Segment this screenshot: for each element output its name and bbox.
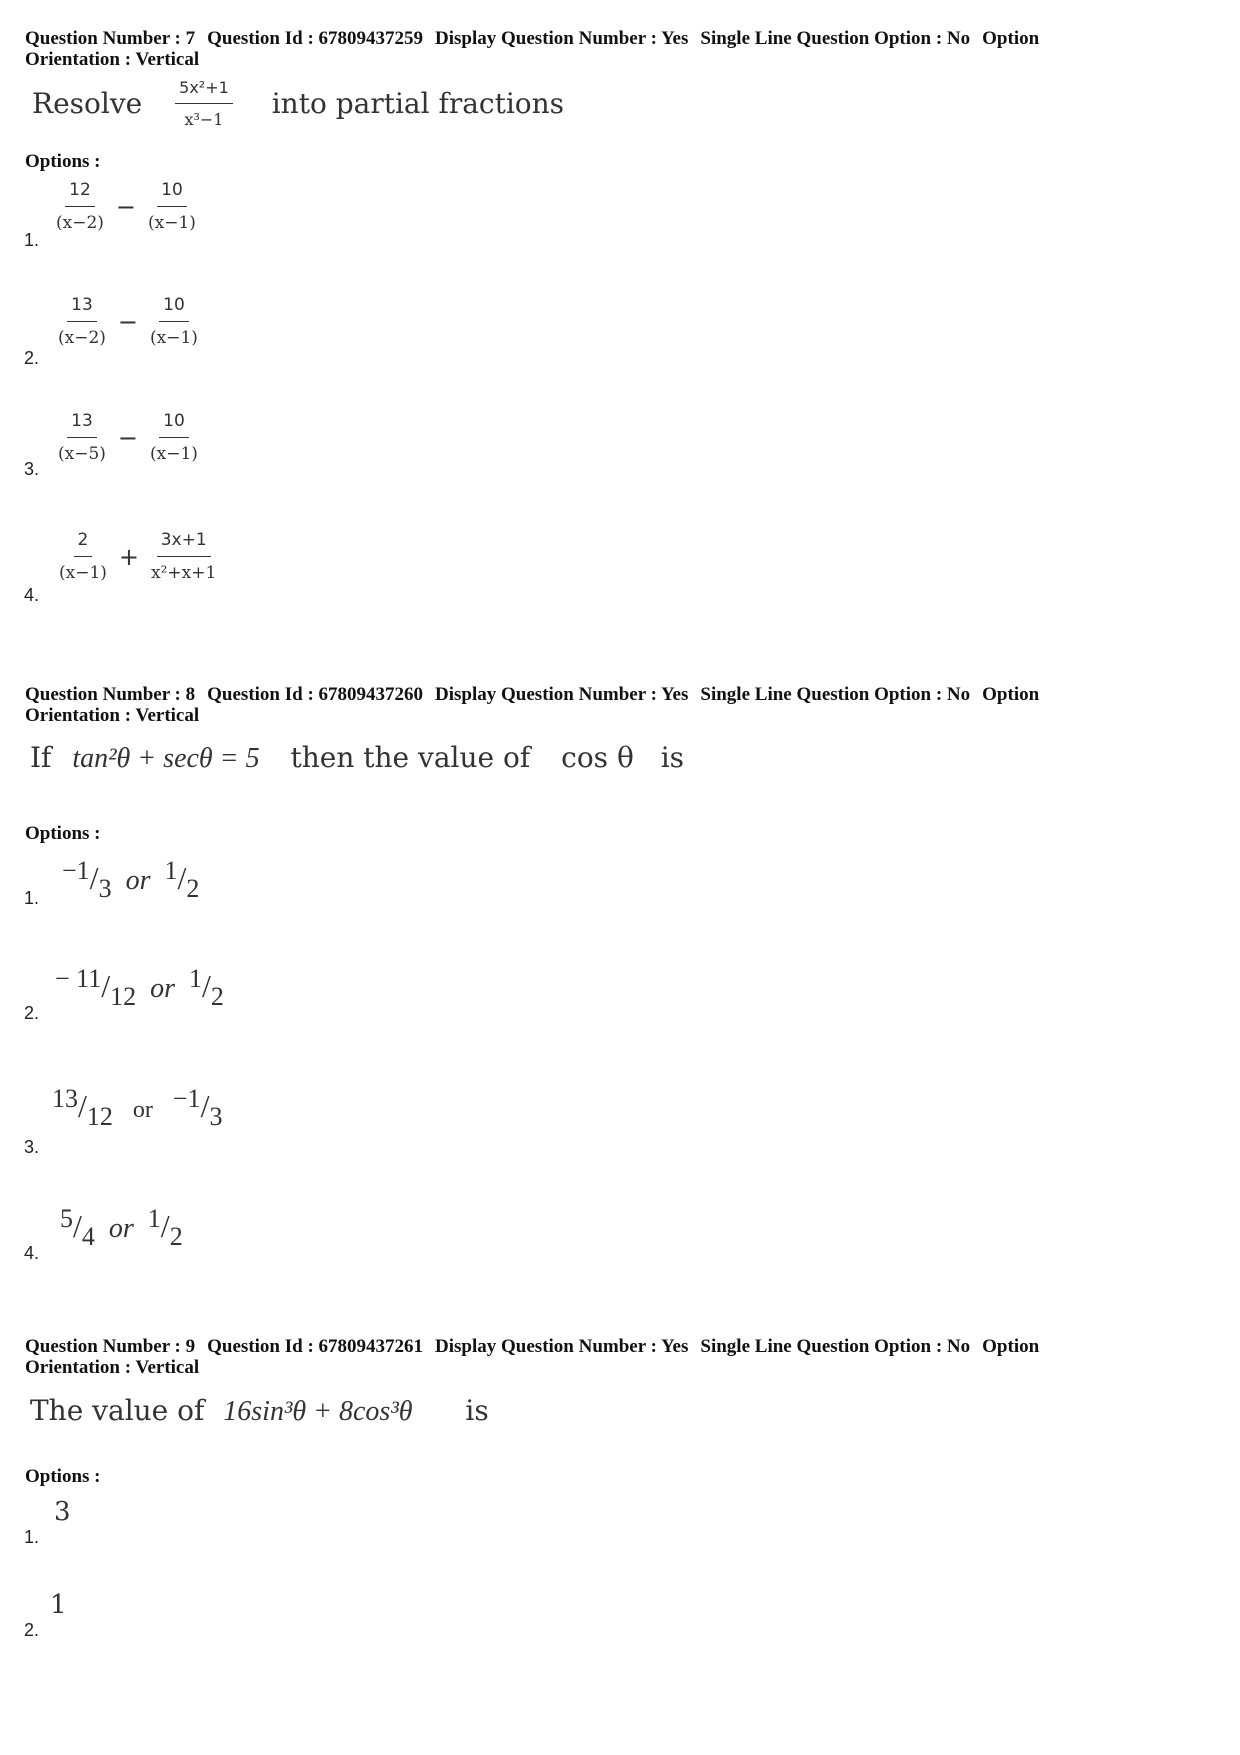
options-label: Options : <box>25 1466 101 1487</box>
option-4-expression[interactable] <box>55 530 220 583</box>
stem-suffix: is <box>660 741 685 774</box>
single-line-option: Single Line Question Option : No <box>700 28 971 49</box>
question-number: Question Number : 9 <box>25 1336 196 1357</box>
option-1-number: 1. <box>24 230 40 250</box>
display-question-number: Display Question Number : Yes <box>435 28 689 49</box>
stem-cos-expression: cos θ <box>561 741 634 774</box>
stem-fraction-denominator: x³−1 <box>184 110 224 129</box>
display-question-number: Display Question Number : Yes <box>435 1336 689 1357</box>
fraction-b <box>144 180 200 233</box>
option-3-number: 3. <box>24 1137 40 1157</box>
display-question-number: Display Question Number : Yes <box>435 684 689 705</box>
operator: − <box>117 307 139 336</box>
fraction-a-denominator: 12 <box>86 1102 113 1131</box>
fraction-b <box>147 530 220 583</box>
fraction-b-denominator: 2 <box>210 982 224 1011</box>
fraction-a-numerator: −1 <box>62 856 90 885</box>
fraction-a-denominator: 3 <box>98 874 112 903</box>
fraction-b-numerator: −1 <box>172 1084 201 1113</box>
stem-prefix: The value of <box>30 1394 205 1427</box>
option-2-number: 2. <box>24 1620 40 1640</box>
option-3-number: 3. <box>24 459 40 479</box>
fraction-a-numerator: − 11 <box>55 964 102 993</box>
fraction-b-denominator: 3 <box>209 1102 223 1131</box>
fraction-a <box>52 180 108 233</box>
stem-suffix: is <box>465 1394 489 1427</box>
option-2-value[interactable]: 1 <box>50 1590 67 1620</box>
fraction-b-denominator: 2 <box>186 874 200 903</box>
numerator: 13 <box>67 295 97 322</box>
denominator: (x−1) <box>148 213 196 233</box>
option-4-expression[interactable]: $^5/_4$ or $^1/_2$ <box>60 1204 183 1251</box>
question-meta-line1 <box>25 28 1039 49</box>
fraction-b-numerator: 1 <box>147 1204 161 1233</box>
stem-prefix: If <box>30 741 52 774</box>
option-3-expression[interactable]: $^{13}/_{12}$ or $^{-1}/_3$ <box>52 1084 223 1131</box>
option-word: Option <box>982 684 1040 705</box>
stem-expression: 16sin³θ + 8cos³θ <box>223 1396 413 1427</box>
question-meta-line2: Orientation : Vertical <box>25 49 200 70</box>
option-word: Option <box>982 1336 1040 1357</box>
stem-fraction <box>175 78 233 129</box>
question-number: Question Number : 8 <box>25 684 196 705</box>
denominator: (x−1) <box>150 328 198 348</box>
denominator: (x−2) <box>56 213 104 233</box>
denominator: (x−1) <box>150 444 198 464</box>
option-2-expression[interactable]: $^{- 11}/_{12}$ or $^1/_2$ <box>55 964 224 1011</box>
denominator: (x−1) <box>59 563 107 583</box>
fraction-a <box>54 411 110 464</box>
operator: − <box>115 192 137 221</box>
operator: − <box>117 423 139 452</box>
option-1-expression[interactable]: $^{-1}/_3$ or $^1/_2$ <box>62 856 200 903</box>
or-word: or <box>150 973 175 1004</box>
numerator: 12 <box>65 180 95 207</box>
fraction-b-denominator: 2 <box>169 1222 183 1251</box>
single-line-option: Single Line Question Option : No <box>700 1336 971 1357</box>
option-2-expression[interactable] <box>54 295 202 348</box>
fraction-a-numerator: 13 <box>52 1084 78 1113</box>
option-1-number: 1. <box>24 888 40 908</box>
stem-fraction-numerator: 5x²+1 <box>175 78 233 104</box>
option-1-value[interactable]: 3 <box>54 1497 71 1527</box>
options-label: Options : <box>25 151 101 172</box>
numerator: 3x+1 <box>157 530 211 557</box>
options-label: Options : <box>25 823 101 844</box>
operator: + <box>118 542 140 571</box>
option-4-number: 4. <box>24 585 40 605</box>
option-3-expression[interactable] <box>54 411 202 464</box>
question-number: Question Number : 7 <box>25 28 196 49</box>
fraction-a <box>55 530 111 583</box>
or-word: or <box>132 1097 153 1123</box>
option-1-expression[interactable] <box>52 180 200 233</box>
question-meta-line1 <box>25 684 1039 705</box>
fraction-b <box>146 295 202 348</box>
option-word: Option <box>982 28 1040 49</box>
stem-middle: then the value of <box>290 741 531 774</box>
numerator: 10 <box>159 411 189 438</box>
fraction-a-denominator: 12 <box>110 982 137 1011</box>
question-id: Question Id : 67809437261 <box>207 1336 424 1357</box>
fraction-a-denominator: 4 <box>81 1222 95 1251</box>
option-2-number: 2. <box>24 348 40 368</box>
stem-prefix: Resolve <box>32 87 143 120</box>
fraction-a-numerator: 5 <box>60 1204 73 1233</box>
fraction-b <box>146 411 202 464</box>
question-stem <box>30 1394 489 1428</box>
question-meta-line2: Orientation : Vertical <box>25 705 200 726</box>
denominator: (x−5) <box>58 444 106 464</box>
fraction-a <box>54 295 110 348</box>
single-line-option: Single Line Question Option : No <box>700 684 971 705</box>
question-stem <box>30 741 684 775</box>
question-meta-line1 <box>25 1336 1039 1357</box>
or-word: or <box>125 865 151 896</box>
question-id: Question Id : 67809437260 <box>207 684 424 705</box>
option-4-number: 4. <box>24 1243 40 1263</box>
option-2-number: 2. <box>24 1003 40 1023</box>
numerator: 10 <box>157 180 187 207</box>
question-meta-line2: Orientation : Vertical <box>25 1357 200 1378</box>
option-1-number: 1. <box>24 1527 40 1547</box>
numerator: 10 <box>159 295 189 322</box>
fraction-b-numerator: 1 <box>164 856 178 885</box>
stem-equation: tan²θ + secθ = 5 <box>72 743 260 774</box>
numerator: 2 <box>74 530 93 557</box>
stem-suffix: into partial fractions <box>271 87 565 120</box>
or-word: or <box>108 1213 134 1244</box>
fraction-b-numerator: 1 <box>189 964 202 993</box>
numerator: 13 <box>67 411 97 438</box>
denominator: x²+x+1 <box>151 563 217 583</box>
question-id: Question Id : 67809437259 <box>207 28 424 49</box>
question-stem <box>32 78 564 129</box>
denominator: (x−2) <box>58 328 106 348</box>
